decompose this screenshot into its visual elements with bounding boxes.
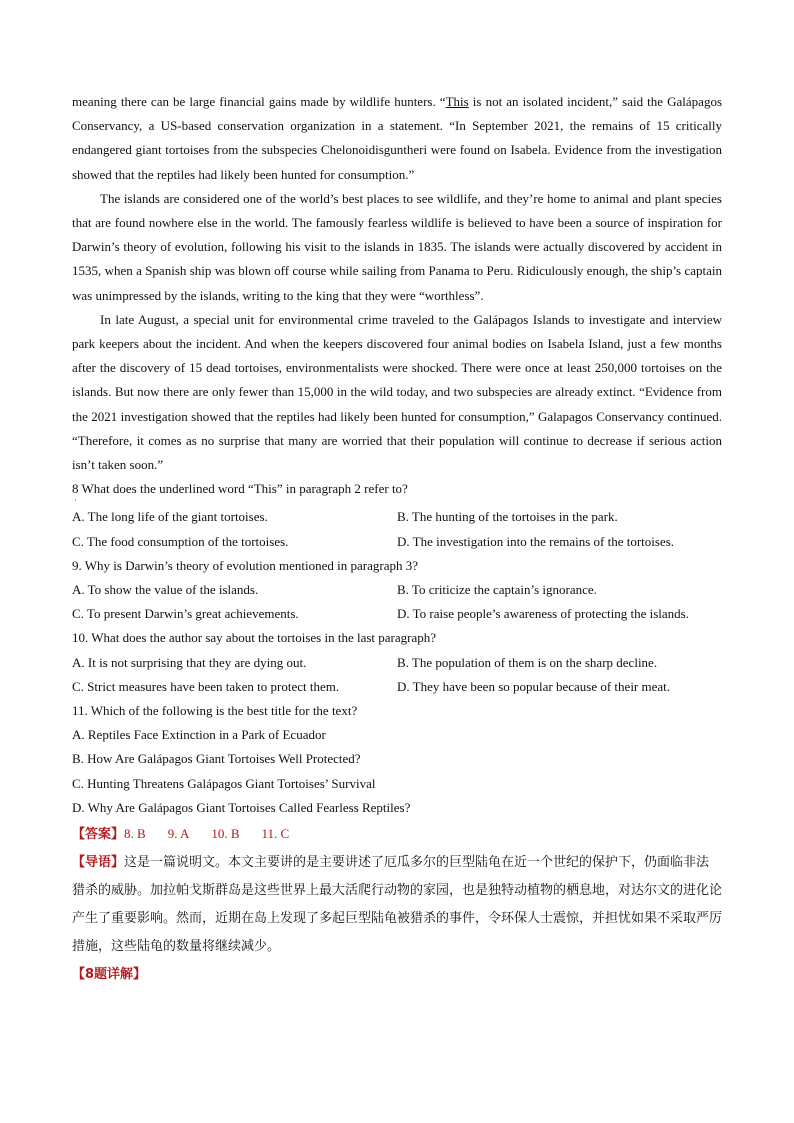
guide-section bbox=[72, 849, 722, 961]
option-c: C. Strict measures have been taken to protect them. bbox=[72, 678, 340, 694]
option-d: D. The investigation into the remains of the tortoises. bbox=[397, 533, 675, 549]
option-c: C. Hunting Threatens Galápagos Giant Tortoises’ Survival bbox=[72, 775, 376, 791]
paragraph-1-text-end: is not an isolated incident,” said the Galápagos Conservancy, a US-based conservation organization in a statement. “In September 2021, the remains of 15 critically endangered giant tortoises from the subspecies Chelonoidisguntheri were found on Isabela. Evidence from the investigation showed that the reptiles had likely been hunted for consumption.” bbox=[72, 94, 723, 182]
option-b: B. How Are Galápagos Giant Tortoises Well Protected? bbox=[72, 751, 361, 767]
option-d: D. They have been so popular because of their meat. bbox=[397, 678, 671, 694]
option-grid bbox=[72, 505, 722, 553]
option-a: A. Reptiles Face Extinction in a Park of Ecuador bbox=[72, 727, 326, 743]
option-a: A. To show the value of the islands. bbox=[72, 582, 259, 598]
answer-label: 【答案】 bbox=[72, 827, 125, 843]
option-d: D. To raise people’s awareness of protecting the islands. bbox=[397, 606, 689, 622]
document-page bbox=[72, 90, 722, 989]
answer-item: 10. B bbox=[211, 826, 240, 842]
option-c: C. The food consumption of the tortoises. bbox=[72, 533, 289, 549]
guide-label: 【导语】 bbox=[72, 855, 125, 871]
answer-key bbox=[72, 822, 722, 847]
passage-paragraph-3: In late August, a special unit for environmental crime traveled to the Galápagos Islands to investigate and interview park keepers about the incident. And when the keepers discovered four animal bodies on Isabela Island, just a few months after the discovery of 15 dead tortoises, environmentalists were shocked. There were once at least 250,000 tortoises on the islands. But now there are only fewer than 15,000 in the wild today, and two subspecies are already extinct. “Evidence from the 2021 investigation showed that the reptiles had likely been hunted for consumption,” Galapagos Conservancy continued. “Therefore, it comes as no surprise that many are worried that their population will continue to decrease if serious action isn’t taken soon.” bbox=[72, 311, 722, 473]
passage-paragraph-2: The islands are considered one of the world’s best places to see wildlife, and they’re home to animal and plant species that are found nowhere else in the world. The famously fearless wildlife is believed to have been a source of inspiration for Darwin’s theory of evolution, following his visit to the islands in 1835. The islands were actually discovered by accident in 1535, when a Spanish ship was blown off course while sailing from Panama to Peru. Ridiculously enough, the ship’s captain was unimpressed by the islands, writing to the king that they were “worthless”. bbox=[72, 190, 722, 303]
guide-text: 这是一篇说明文。本文主要讲的是主要讲述了厄瓜多尔的巨型陆龟在近一个世纪的保护下，仍面临非法猎杀的威胁。加拉帕戈斯群岛是这些世界上最大活爬行动物的家园，也是独特动植物的栖息地，对达尔文的进化论产生了重要影响。然而，近期在岛上发现了多起巨型陆龟被猎杀的事件，令环保人士震惊，并担忧如果不采取严厉措施，这些陆龟的数量将继续减少。 bbox=[72, 855, 723, 955]
option-b: B. To criticize the captain’s ignorance. bbox=[397, 582, 597, 598]
question-stem: 11. Which of the following is the best title for the text? bbox=[72, 703, 358, 719]
question-9 bbox=[72, 554, 722, 627]
option-c: C. To present Darwin’s great achievements. bbox=[72, 606, 299, 622]
option-grid bbox=[72, 651, 722, 699]
detail-heading: 【8题详解】 bbox=[72, 967, 147, 983]
option-a: A. It is not surprising that they are dying out. bbox=[72, 654, 307, 670]
question-8 bbox=[72, 477, 722, 554]
paragraph-1-text-start: meaning there can be large financial gains made by wildlife hunters. “ bbox=[72, 94, 446, 109]
option-b: B. The population of them is on the sharp decline. bbox=[397, 654, 658, 670]
stray-dot-mark: · bbox=[74, 496, 77, 506]
answer-item: 8. B bbox=[124, 826, 146, 842]
option-a: A. The long life of the giant tortoises. bbox=[72, 509, 268, 525]
question-stem: 8 What does the underlined word “This” in paragraph 2 refer to? bbox=[72, 481, 408, 497]
question-stem: 9. Why is Darwin’s theory of evolution mentioned in paragraph 3? bbox=[72, 557, 418, 573]
answer-item: 9. A bbox=[167, 826, 190, 842]
option-d: D. Why Are Galápagos Giant Tortoises Called Fearless Reptiles? bbox=[72, 799, 411, 815]
passage-paragraph-1 bbox=[72, 90, 722, 187]
question-11 bbox=[72, 699, 722, 820]
question-10 bbox=[72, 626, 722, 699]
option-grid bbox=[72, 578, 722, 626]
answer-item: 11. C bbox=[261, 826, 290, 842]
underlined-word-this: This bbox=[445, 94, 469, 109]
question-stem: 10. What does the author say about the tortoises in the last paragraph? bbox=[72, 630, 437, 646]
option-b: B. The hunting of the tortoises in the park. bbox=[397, 509, 618, 525]
